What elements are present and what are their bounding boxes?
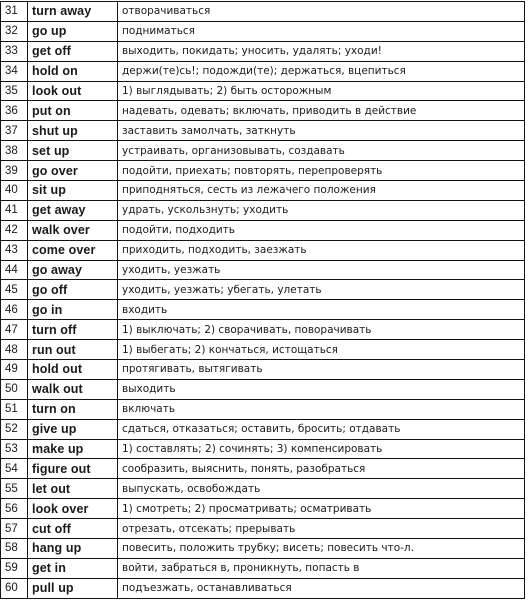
row-number: 40 [1,181,28,201]
row-number: 35 [1,81,28,101]
phrasal-verb: shut up [28,121,118,141]
translation: устраивать, организовывать, создавать [118,141,525,161]
table-row [1,200,525,220]
table-row [1,300,525,320]
phrasal-verb: go over [28,161,118,181]
phrasal-verb: set up [28,141,118,161]
table-row [1,340,525,360]
phrasal-verbs-table [0,1,525,599]
phrasal-verb: walk over [28,220,118,240]
translation: входить [118,300,525,320]
table-row [1,578,525,598]
translation: подъезжать, останавливаться [118,578,525,598]
row-number: 41 [1,200,28,220]
row-number: 55 [1,479,28,499]
phrasal-verb: go off [28,280,118,300]
row-number: 46 [1,300,28,320]
translation: отрезать, отсекать; прерывать [118,519,525,539]
row-number: 37 [1,121,28,141]
table-row [1,519,525,539]
row-number: 33 [1,41,28,61]
table-row [1,220,525,240]
translation: удрать, ускользнуть; уходить [118,200,525,220]
table-row [1,141,525,161]
table-row [1,101,525,121]
table-row [1,81,525,101]
phrasal-verb: run out [28,340,118,360]
translation: выходить [118,379,525,399]
row-number: 52 [1,419,28,439]
phrasal-verb: look over [28,499,118,519]
translation: 1) выбегать; 2) кончаться, истощаться [118,340,525,360]
phrasal-verb: hang up [28,539,118,559]
table-row [1,41,525,61]
row-number: 31 [1,2,28,22]
phrasal-verb: come over [28,240,118,260]
row-number: 39 [1,161,28,181]
row-number: 34 [1,61,28,81]
row-number: 47 [1,320,28,340]
translation: отворачиваться [118,2,525,22]
row-number: 58 [1,539,28,559]
phrasal-verb: hold out [28,360,118,380]
row-number: 59 [1,558,28,578]
translation: повесить, положить трубку; висеть; повесить что-л. [118,539,525,559]
table-row [1,21,525,41]
translation: сдаться, отказаться; оставить, бросить; отдавать [118,419,525,439]
phrasal-verb: sit up [28,181,118,201]
translation: заставить замолчать, заткнуть [118,121,525,141]
phrasal-verb: get away [28,200,118,220]
phrasal-verb: get off [28,41,118,61]
translation: включать [118,399,525,419]
translation: приходить, подходить, заезжать [118,240,525,260]
row-number: 49 [1,360,28,380]
row-number: 60 [1,578,28,598]
row-number: 50 [1,379,28,399]
phrasal-verb: put on [28,101,118,121]
table-row [1,260,525,280]
table-row [1,360,525,380]
phrasal-verb: make up [28,439,118,459]
row-number: 56 [1,499,28,519]
table-row [1,479,525,499]
translation: выпускать, освобождать [118,479,525,499]
translation: 1) составлять; 2) сочинять; 3) компенсировать [118,439,525,459]
translation: подойти, приехать; повторять, перепроверять [118,161,525,181]
phrasal-verb: turn away [28,2,118,22]
table-row [1,558,525,578]
row-number: 36 [1,101,28,121]
translation: приподняться, сесть из лежачего положения [118,181,525,201]
translation: держи(те)сь!; подожди(те); держаться, вцепиться [118,61,525,81]
translation: 1) смотреть; 2) просматривать; осматривать [118,499,525,519]
translation: подниматься [118,21,525,41]
row-number: 38 [1,141,28,161]
phrasal-verb: turn on [28,399,118,419]
translation: 1) выключать; 2) сворачивать, поворачивать [118,320,525,340]
row-number: 44 [1,260,28,280]
phrasal-verb: go in [28,300,118,320]
translation: подойти, подходить [118,220,525,240]
row-number: 45 [1,280,28,300]
table-row [1,459,525,479]
phrasal-verb: look out [28,81,118,101]
translation: уходить, уезжать; убегать, улетать [118,280,525,300]
phrasal-verb: walk out [28,379,118,399]
phrasal-verb: hold on [28,61,118,81]
row-number: 48 [1,340,28,360]
table-row [1,419,525,439]
table-row [1,240,525,260]
translation: 1) выглядывать; 2) быть осторожным [118,81,525,101]
table-row [1,61,525,81]
translation: уходить, уезжать [118,260,525,280]
phrasal-verb: let out [28,479,118,499]
phrasal-verb: pull up [28,578,118,598]
table-row [1,399,525,419]
table-row [1,280,525,300]
table-row [1,539,525,559]
phrasal-verb: get in [28,558,118,578]
phrasal-verb: go up [28,21,118,41]
translation: сообразить, выяснить, понять, разобраться [118,459,525,479]
row-number: 51 [1,399,28,419]
row-number: 32 [1,21,28,41]
table-row [1,439,525,459]
row-number: 42 [1,220,28,240]
table-row [1,320,525,340]
table-row [1,121,525,141]
translation: протягивать, вытягивать [118,360,525,380]
translation: надевать, одевать; включать, приводить в действие [118,101,525,121]
phrasal-verb: figure out [28,459,118,479]
row-number: 54 [1,459,28,479]
translation: войти, забраться в, проникнуть, попасть в [118,558,525,578]
table-row [1,499,525,519]
phrasal-verb: give up [28,419,118,439]
table-row [1,181,525,201]
phrasal-verbs-sheet [0,1,526,599]
translation: выходить, покидать; уносить, удалять; уходи! [118,41,525,61]
table-body [1,2,525,599]
phrasal-verb: go away [28,260,118,280]
phrasal-verb: cut off [28,519,118,539]
row-number: 43 [1,240,28,260]
table-row [1,2,525,22]
table-row [1,379,525,399]
phrasal-verb: turn off [28,320,118,340]
row-number: 57 [1,519,28,539]
row-number: 53 [1,439,28,459]
table-row [1,161,525,181]
